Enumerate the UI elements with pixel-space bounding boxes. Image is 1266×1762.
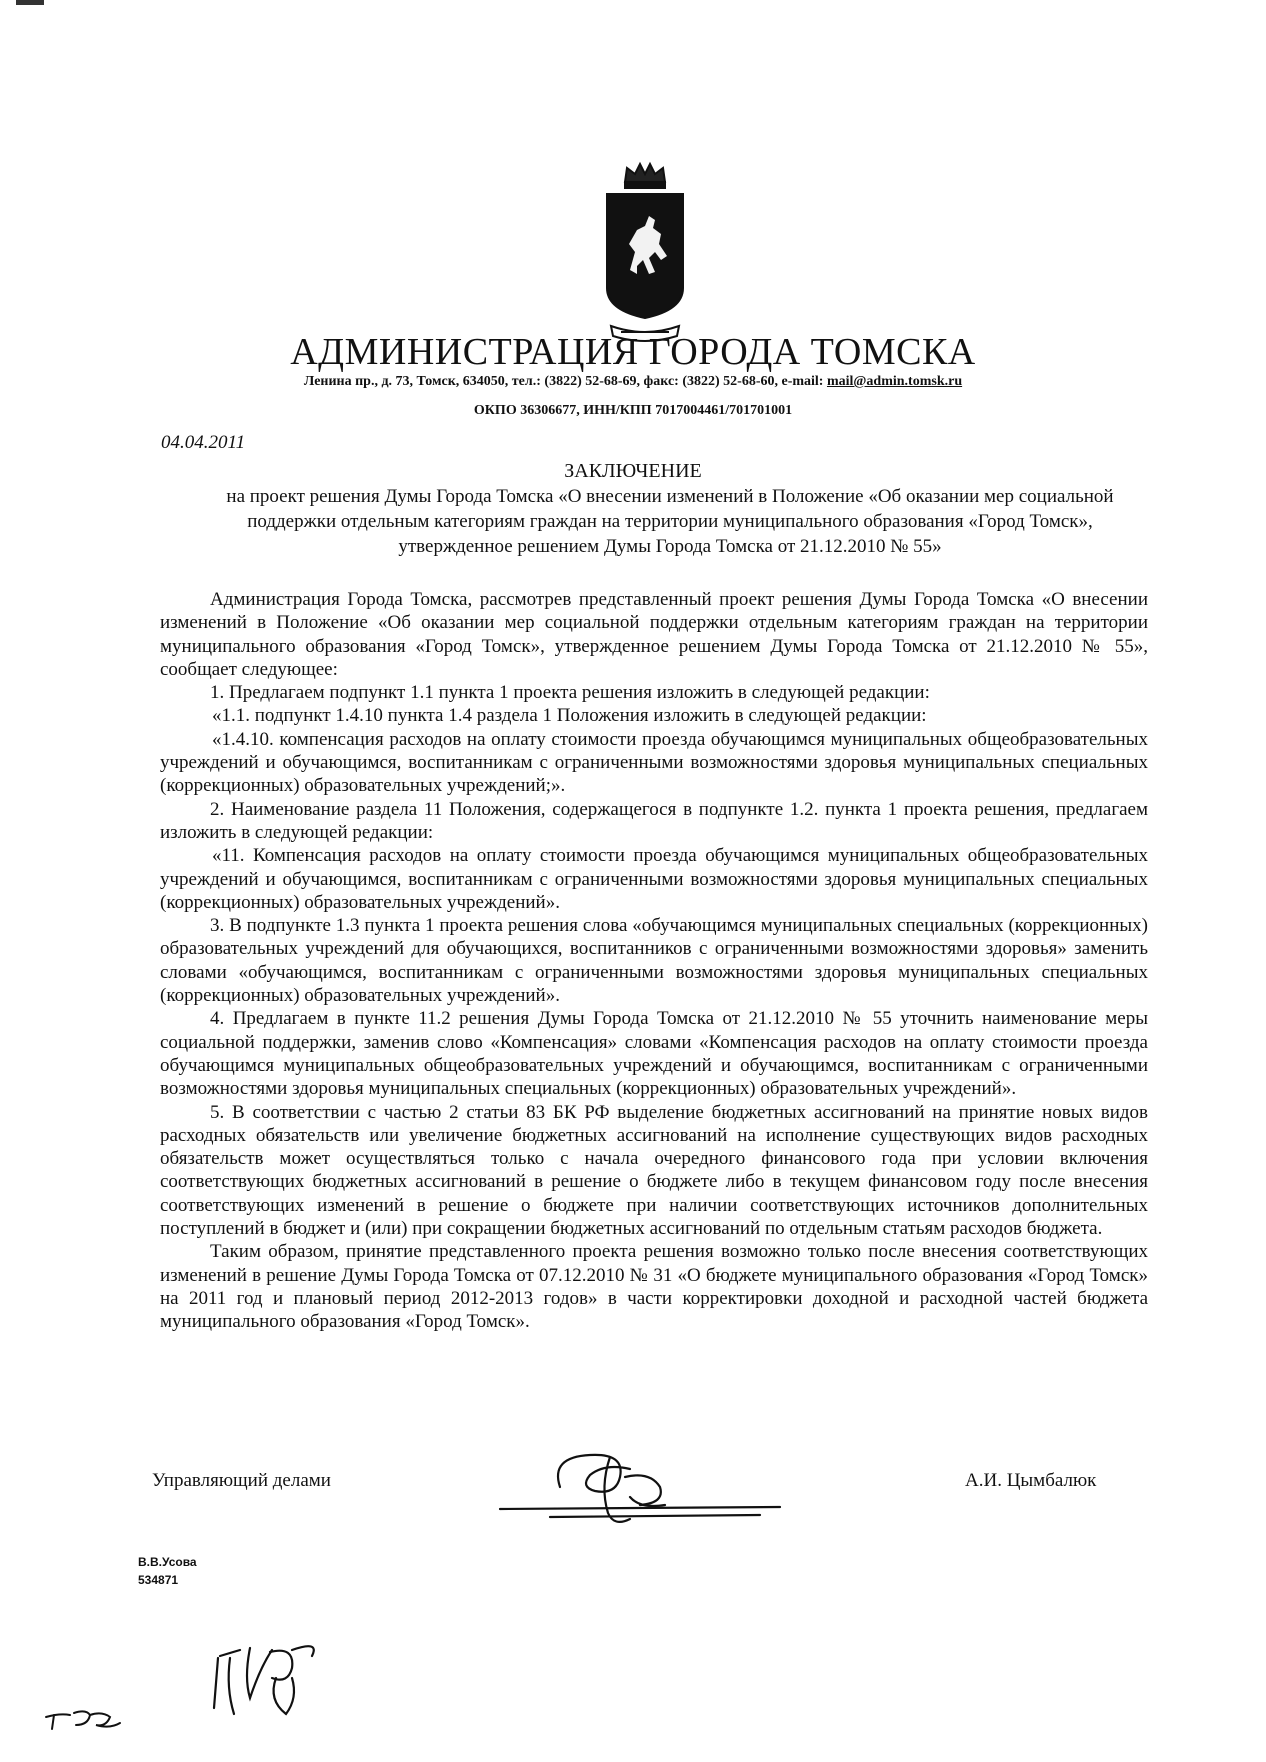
document-subject: на проект решения Думы Города Томска «О внесении изменений в Положение «Об оказании мер социальной поддержки отдельным категориям граждан на территории муниципального образования «Город Томск», утвержденное решением Думы Города Томска от 21.12.2010 № 55» [226, 486, 1114, 557]
paragraph: 4. Предлагаем в пункте 11.2 решения Думы Города Томска от 21.12.2010 № 55 уточнить наименование меры социальной поддержки, заменив слово «Компенсация» словами «Компенсация расходов на оплату стоимости проезда обучающимся муниципальных общеобразовательных учреждений и обучающимся, воспитанникам с ограниченными возможностями здоровья муниципальных специальных (коррекционных) образовательных учреждений». [160, 1008, 1148, 1100]
handwritten-mark-icon [40, 1695, 130, 1740]
tomsk-coat-of-arms-icon [585, 160, 705, 350]
document-title: ЗАКЛЮЧЕНИЕ [564, 460, 702, 482]
email-link[interactable]: mail@admin.tomsk.ru [826, 374, 963, 389]
scan-corner-mark [16, 0, 44, 5]
org-codes: ОКПО 36306677, ИНН/КПП 7017004461/701701001 [473, 403, 793, 418]
paragraph: 1. Предлагаем подпункт 1.1 пункта 1 проекта решения изложить в следующей редакции: [210, 682, 930, 704]
signer-name: А.И. Цымбалюк [965, 1470, 1097, 1491]
executor-name: В.В.Усова [138, 1555, 197, 1569]
paragraph: «1.4.10. компенсация расходов на оплату стоимости проезда обучающимся муниципальных общеобразовательных учреждений и обучающимся, воспитанникам с ограниченными возможностями здоровья муниципальных специальных (коррекционных) образовательных учреждений;». [160, 728, 1148, 797]
signer-role: Управляющий делами [152, 1470, 331, 1491]
paragraph: 2. Наименование раздела 11 Положения, содержащегося в подпункте 1.2. пункта 1 проекта решения, предлагаем изложить в следующей редакции: [160, 798, 1148, 843]
handwritten-initials-icon [200, 1628, 350, 1728]
paragraph: «11. Компенсация расходов на оплату стоимости проезда обучающимся муниципальных общеобразовательных учреждений и обучающимся, воспитанникам с ограниченными возможностями здоровья муниципальных специальных (коррекционных) образовательных учреждений». [160, 845, 1148, 913]
org-title: АДМИНИСТРАЦИЯ ГОРОДА ТОМСКА [290, 331, 976, 373]
paragraph: Таким образом, принятие представленного проекта решения возможно только после внесения соответствующих изменений в решение Думы Города Томска от 07.12.2010 № 31 «О бюджете муниципального образования «Город Томск» на 2011 год и плановый период 2012-2013 годов» в части корректировки доходной и расходной частей бюджета муниципального образования «Город Томск». [160, 1241, 1148, 1333]
handwritten-signature-icon [490, 1447, 790, 1537]
paragraph: «1.1. подпункт 1.4.10 пункта 1.4 раздела 1 Положения изложить в следующей редакции: [212, 705, 927, 727]
paragraph: Администрация Города Томска, рассмотрев представленный проект решения Думы Города Томска «О внесении изменений в Положение «Об оказании мер социальной поддержки отдельным категориям граждан на территории муниципального образования «Город Томск», утвержденное решением Думы Города Томска от 21.12.2010 № 55», сообщает следующее: [160, 589, 1148, 680]
contacts-text: Ленина пр., д. 73, Томск, 634050, тел.: (3822) 52-68-69, факс: (3822) 52-68-60, e-mail: [303, 374, 827, 389]
org-contacts [0, 374, 1266, 390]
document-body [160, 588, 1148, 1334]
paragraph: 3. В подпункте 1.3 пункта 1 проекта решения слова «обучающимся муниципальных специальных (коррекционных) образовательных учреждений для обучающихся, воспитанников с ограниченными возможностями здоровья» заменить словами «обучающимся, воспитанникам с ограниченными возможностями здоровья муниципальных специальных (коррекционных) образовательных учреждений». [160, 915, 1148, 1007]
executor-phone: 534871 [138, 1573, 179, 1587]
document-date: 04.04.2011 [161, 432, 246, 453]
paragraph: 5. В соответствии с частью 2 статьи 83 БК РФ выделение бюджетных ассигнований на принятие новых видов расходных обязательств или увеличение бюджетных ассигнований на исполнение существующих видов расходных обязательств может осуществляться только с начала очередного финансового года при условии включения соответствующих бюджетных ассигнований в решение о бюджете либо в текущем финансовом году после внесения соответствующих изменений в решение о бюджете при наличии соответствующих источников дополнительных поступлений в бюджет и (или) при сокращении бюджетных ассигнований по отдельным статьям расходов бюджета. [160, 1101, 1148, 1240]
